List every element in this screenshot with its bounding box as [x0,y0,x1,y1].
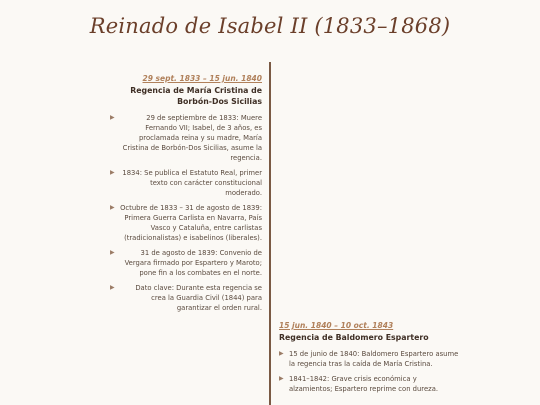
event-text: 29 de septiembre de 1833: Muere Fernando VII; Isabel, de 3 años, es proclamada reina y su madre, María Cristina de Borbón-Dos Sicilias, asume la regencia. [122,114,262,162]
timeline-period-espartero [279,320,459,399]
triangle-right-icon: ▶ [110,169,115,176]
timeline-period-maria-cristina [100,73,262,318]
list-item [100,203,262,243]
event-text: 1841–1842: Grave crisis económica y alzamientos; Espartero reprime con dureza. [289,375,439,393]
triangle-right-icon: ▶ [279,375,284,382]
list-item [100,168,262,198]
event-text: 15 de junio de 1840: Baldomero Espartero asume la regencia tras la caída de María Cristina. [289,350,459,368]
triangle-right-icon: ▶ [110,204,115,211]
period-date: 29 sept. 1833 – 15 jun. 1840 [142,74,262,83]
period-heading: Regencia de Baldomero Espartero [279,333,429,342]
event-text: Octubre de 1833 – 31 de agosto de 1839: Primera Guerra Carlista en Navarra, País Vasco y Cataluña, entre carlistas (tradicionalistas) e isabelinos (liberales). [120,204,262,242]
event-list [279,349,459,394]
event-text: Dato clave: Durante esta regencia se crea la Guardia Civil (1844) para garantizar el orden rural. [135,284,262,312]
list-item [100,248,262,278]
event-text: 31 de agosto de 1839: Convenio de Vergara firmado por Espartero y Maroto; pone fin a los combates en el norte. [124,249,262,277]
page-title: Reinado de Isabel II (1833–1868) [89,14,451,38]
period-heading: Regencia de María Cristina de Borbón-Dos Sicilias [130,86,262,106]
period-date: 15 jun. 1840 – 10 oct. 1843 [279,321,394,330]
list-item [100,283,262,313]
event-text: 1834: Se publica el Estatuto Real, primer texto con carácter constitucional moderado. [122,169,262,197]
triangle-right-icon: ▶ [110,284,115,291]
event-list [100,113,262,313]
list-item [279,349,459,369]
triangle-right-icon: ▶ [110,114,115,121]
list-item [100,113,262,163]
list-item [279,374,459,394]
timeline-axis [269,62,271,405]
triangle-right-icon: ▶ [279,350,284,357]
triangle-right-icon: ▶ [110,249,115,256]
